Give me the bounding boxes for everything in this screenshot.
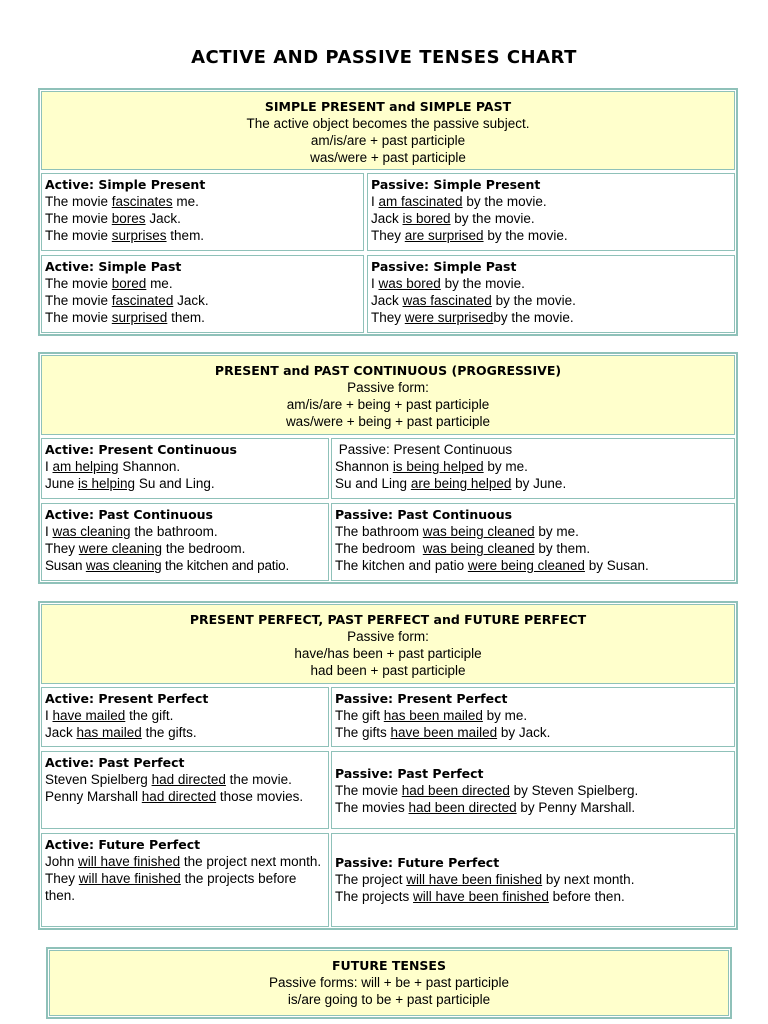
cell-label: Passive: Past Continuous: [335, 507, 513, 522]
section-header-title: PRESENT and PAST CONTINUOUS (PROGRESSIVE): [214, 363, 562, 378]
example-line: The gifts have been mailed by Jack.: [335, 725, 551, 740]
header-line: Passive form:: [347, 380, 429, 395]
example-line: I am fascinated by the movie.: [371, 194, 547, 209]
cell-label: Passive: Present Continuous: [335, 442, 513, 457]
header-line: had been + past participle: [310, 663, 466, 678]
active-cell: [41, 438, 329, 499]
active-cell: [41, 173, 364, 251]
example-line: The gift has been mailed by me.: [335, 708, 528, 723]
example-line: Steven Spielberg had directed the movie.: [45, 772, 292, 787]
header-line: have/has been + past participle: [294, 646, 482, 661]
example-line: They are surprised by the movie.: [371, 228, 568, 243]
active-cell: [41, 751, 329, 829]
cell-label: Active: Past Perfect: [45, 755, 185, 770]
header-line: Passive forms: will + be + past participle: [268, 975, 510, 990]
passive-cell: [331, 833, 735, 927]
example-line: They will have finished the projects before then.: [45, 871, 297, 903]
header-line: was/were + being + past participle: [285, 414, 491, 429]
cell-label: Active: Simple Present: [45, 177, 206, 192]
header-line: The active object becomes the passive subject.: [246, 116, 530, 131]
example-line: Jack is bored by the movie.: [371, 211, 535, 226]
example-line: The movie fascinates me.: [45, 194, 199, 209]
example-line: Jack has mailed the gifts.: [45, 725, 197, 740]
example-line: Su and Ling are being helped by June.: [335, 476, 567, 491]
example-line: John will have finished the project next month.: [45, 854, 322, 869]
example-line: The movie bored me.: [45, 276, 173, 291]
section-header: [41, 91, 735, 170]
section-header: [41, 355, 735, 435]
example-line: The movie surprises them.: [45, 228, 205, 243]
example-line: The kitchen and patio were being cleaned by Susan.: [335, 558, 649, 573]
example-line: Shannon is being helped by me.: [335, 459, 528, 474]
example-line: Susan was cleaning the kitchen and patio.: [45, 558, 289, 573]
passive-cell: [367, 173, 735, 251]
active-cell: [41, 687, 329, 747]
example-line: Penny Marshall had directed those movies.: [45, 789, 304, 804]
example-line: The movies had been directed by Penny Marshall.: [335, 800, 636, 815]
passive-cell: [331, 687, 735, 747]
section-header-title: FUTURE TENSES: [332, 958, 446, 973]
cell-label: Active: Present Perfect: [45, 691, 209, 706]
section-header: [41, 604, 735, 684]
passive-cell: [367, 255, 735, 333]
cell-label: Passive: Past Perfect: [335, 766, 484, 781]
passive-cell: [331, 503, 735, 581]
active-cell: [41, 833, 329, 927]
example-line: They were surprisedby the movie.: [371, 310, 574, 325]
header-line: Passive form:: [347, 629, 429, 644]
example-line: The movie fascinated Jack.: [45, 293, 209, 308]
example-line: I was bored by the movie.: [371, 276, 525, 291]
example-line: I am helping Shannon.: [45, 459, 181, 474]
cell-label: Active: Future Perfect: [45, 837, 201, 852]
example-line: The projects will have been finished before then.: [335, 889, 625, 904]
example-line: Jack was fascinated by the movie.: [371, 293, 576, 308]
example-line: The bathroom was being cleaned by me.: [335, 524, 579, 539]
example-line: The project will have been finished by next month.: [335, 872, 635, 887]
cell-label: Active: Simple Past: [45, 259, 182, 274]
header-line: am/is/are + past participle: [310, 133, 466, 148]
header-line: is/are going to be + past participle: [287, 992, 491, 1007]
passive-cell: [331, 438, 735, 499]
section-header-title: SIMPLE PRESENT and SIMPLE PAST: [264, 99, 512, 114]
section-header-title: PRESENT PERFECT, PAST PERFECT and FUTURE PERFECT: [189, 612, 587, 627]
example-line: I was cleaning the bathroom.: [45, 524, 218, 539]
cell-label: Active: Present Continuous: [45, 442, 237, 457]
example-line: The bedroom was being cleaned by them.: [335, 541, 591, 556]
cell-label: Passive: Simple Present: [371, 177, 541, 192]
example-line: They were cleaning the bedroom.: [45, 541, 246, 556]
passive-cell: [331, 751, 735, 829]
header-line: was/were + past participle: [310, 150, 466, 165]
cell-label: Passive: Simple Past: [371, 259, 517, 274]
example-line: The movie surprised them.: [45, 310, 205, 325]
cell-label: Passive: Future Perfect: [335, 855, 500, 870]
section-header: [49, 950, 729, 1016]
active-cell: [41, 503, 329, 581]
example-line: The movie bores Jack.: [45, 211, 181, 226]
example-line: The movie had been directed by Steven Spielberg.: [335, 783, 639, 798]
header-line: am/is/are + being + past participle: [286, 397, 490, 412]
cell-label: Passive: Present Perfect: [335, 691, 508, 706]
example-line: I have mailed the gift.: [45, 708, 174, 723]
active-cell: [41, 255, 364, 333]
page-title: ACTIVE AND PASSIVE TENSES CHART: [191, 47, 577, 68]
cell-label: Active: Past Continuous: [45, 507, 213, 522]
example-line: June is helping Su and Ling.: [45, 476, 215, 491]
